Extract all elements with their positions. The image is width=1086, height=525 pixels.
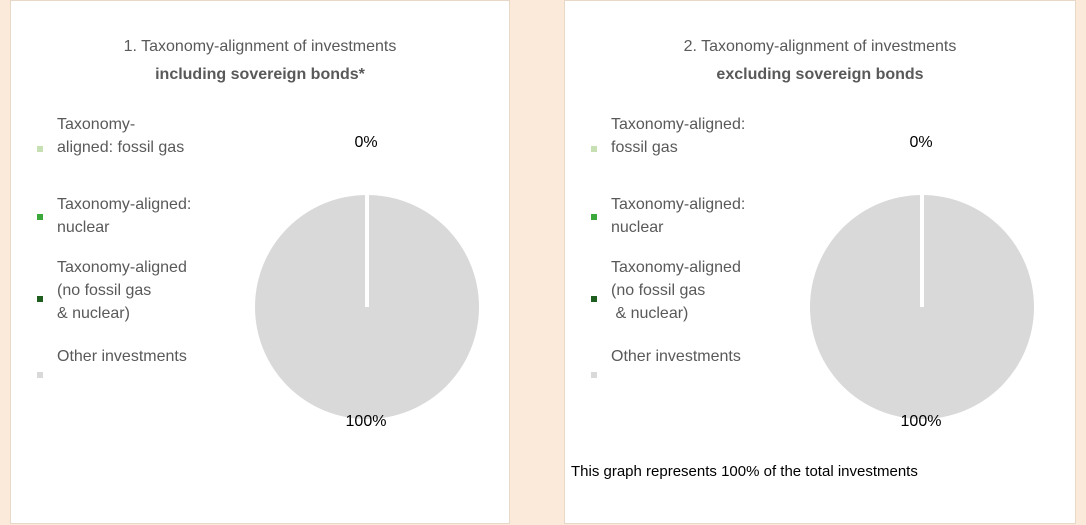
legend-label-line: Taxonomy-aligned: — [611, 116, 746, 133]
legend-label-line: Taxonomy-aligned: — [611, 196, 746, 213]
legend-label-line: & nuclear) — [57, 305, 130, 322]
chart-panel-including-sovereign-bonds — [10, 0, 510, 524]
legend-label-line: Taxonomy-aligned — [611, 259, 741, 276]
data-label-top: 0% — [909, 134, 933, 151]
chart-title-line1: 1. Taxonomy-alignment of investments — [123, 38, 397, 55]
legend-label-line: Taxonomy-aligned: — [57, 196, 192, 213]
legend-label-line: Other investments — [611, 348, 741, 365]
legend-label-line: (no fossil gas — [611, 282, 706, 299]
legend-label-line: Taxonomy- — [57, 116, 136, 133]
chart-title-line2: including sovereign bonds* — [155, 66, 365, 83]
chart-title-line2: excluding sovereign bonds — [716, 66, 924, 83]
data-label-bottom: 100% — [900, 413, 942, 430]
pie-chart — [11, 1, 511, 525]
legend-label-line: nuclear — [57, 219, 110, 236]
pie-chart — [565, 1, 1077, 525]
legend-label-line: nuclear — [611, 219, 664, 236]
legend-label-line: aligned: fossil gas — [57, 139, 185, 156]
chart-title-line1: 2. Taxonomy-alignment of investments — [683, 38, 957, 55]
legend-label-line: fossil gas — [611, 139, 678, 156]
legend-label-line: & nuclear) — [611, 305, 689, 322]
data-label-bottom: 100% — [345, 413, 387, 430]
data-label-top: 0% — [354, 134, 378, 151]
chart-panel-excluding-sovereign-bonds — [564, 0, 1076, 524]
legend-label-line: Taxonomy-aligned — [57, 259, 187, 276]
footnote: This graph represents 100% of the total investments — [571, 463, 918, 480]
legend-label-line: (no fossil gas — [57, 282, 152, 299]
legend-label-line: Other investments — [57, 348, 187, 365]
